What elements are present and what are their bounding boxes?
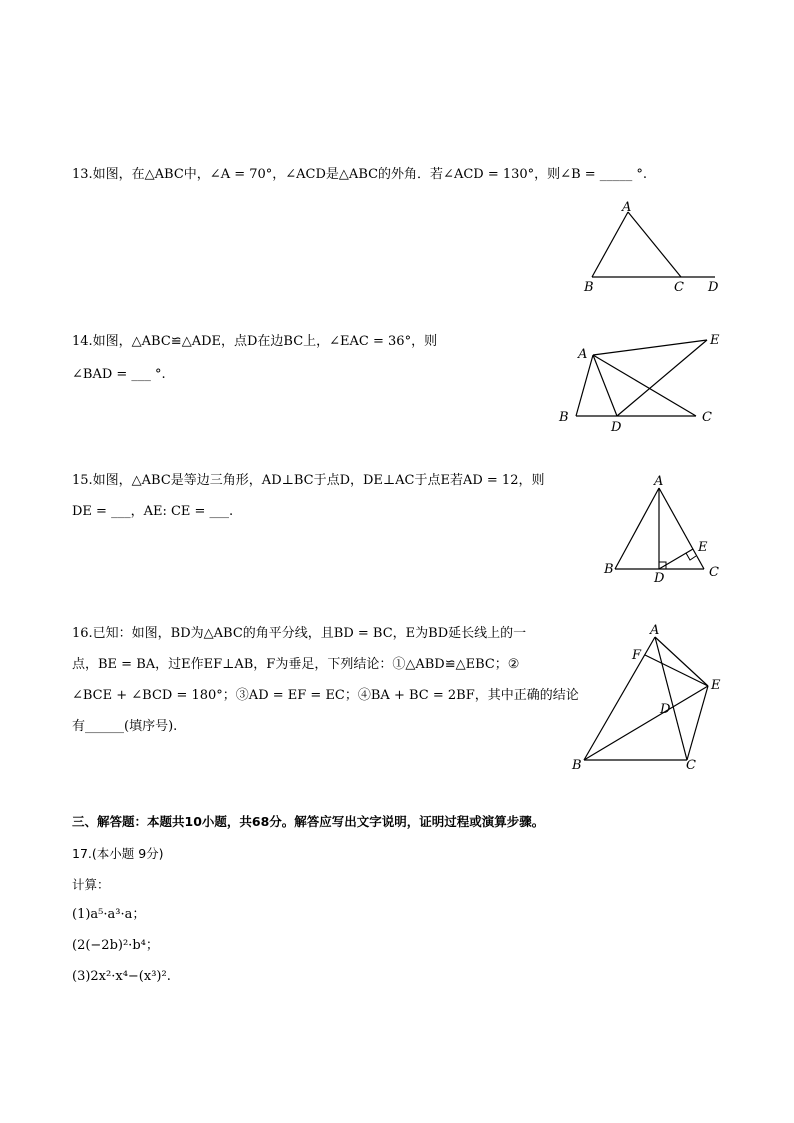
label-a: A	[654, 474, 664, 489]
q15-line2: DE = ___，AE: CE = ___.	[72, 504, 234, 519]
segment-de	[659, 549, 693, 569]
label-d: D	[654, 571, 665, 585]
segment-be	[584, 686, 708, 760]
segment-ae	[655, 637, 708, 686]
label-c: C	[709, 565, 719, 580]
label-e: E	[698, 540, 708, 555]
q17-intro: 计算：	[72, 877, 110, 892]
q13-line1: 13.如图，在△ABC中，∠A = 70°，∠ACD是△ABC的外角．若∠ACD = 130°，则∠B = _____ °.	[72, 167, 648, 182]
label-a: A	[578, 347, 588, 362]
figure-q13-svg	[575, 198, 735, 298]
segment-ab	[592, 212, 628, 277]
label-c: C	[702, 410, 712, 425]
segment-ab	[576, 355, 593, 416]
segment-ba	[584, 637, 655, 760]
segment-fe	[645, 655, 708, 686]
segment-ac	[628, 212, 681, 277]
figure-q15-svg	[598, 470, 728, 585]
segment-ac	[655, 637, 687, 760]
label-b: B	[604, 562, 614, 577]
label-e: E	[711, 678, 721, 693]
q17-part1: (1)a⁵·a³·a；	[72, 907, 146, 922]
right-angle-mark-e	[686, 553, 696, 560]
q16-line3: ∠BCE + ∠BCD = 180°；③AD = EF = EC；④BA + BC = 2BF，其中正确的结论	[72, 688, 579, 703]
label-a: A	[650, 623, 660, 638]
segment-ae	[593, 340, 707, 355]
q14-line2: ∠BAD = ___ °.	[72, 367, 166, 382]
q17-title: 17.(本小题 9分)	[72, 846, 164, 861]
figure-q13	[575, 198, 735, 298]
label-b: B	[584, 280, 594, 295]
label-b: B	[572, 758, 582, 773]
label-a: A	[622, 200, 632, 215]
q15-line1: 15.如图，△ABC是等边三角形，AD⊥BC于点D，DE⊥AC于点E若AD = 12，则	[72, 473, 545, 488]
q17-part3: (3)2x²·x⁴−(x³)².	[72, 969, 171, 984]
q17-part2: (2(−2b)²·b⁴；	[72, 938, 159, 953]
figure-q14-svg	[550, 330, 730, 435]
q16-line4: 有______(填序号).	[72, 719, 178, 734]
segment-ac	[593, 355, 696, 416]
label-d: D	[611, 420, 622, 435]
q14-line1: 14.如图，△ABC≌△ADE，点D在边BC上，∠EAC = 36°，则	[72, 334, 438, 349]
figure-q14	[550, 330, 730, 435]
q16-line1: 16.已知：如图，BD为△ABC的角平分线，且BD = BC，E为BD延长线上的一	[72, 626, 527, 641]
section-heading-3: 三、解答题：本题共10小题，共68分。解答应写出文字说明，证明过程或演算步骤。	[72, 814, 545, 829]
figure-q16	[570, 620, 730, 780]
label-e: E	[710, 333, 720, 348]
label-d: D	[660, 702, 671, 717]
segment-ab	[615, 488, 659, 569]
label-f: F	[632, 648, 642, 663]
q16-line2: 点，BE = BA，过E作EF⊥AB，F为垂足，下列结论：①△ABD≌△EBC；②	[72, 657, 520, 672]
figure-q16-svg	[570, 620, 730, 780]
label-d: D	[708, 280, 719, 295]
segment-ac	[659, 488, 704, 569]
figure-q15	[598, 470, 728, 585]
label-b: B	[559, 410, 569, 425]
label-c: C	[686, 758, 696, 773]
segment-ad	[593, 355, 617, 416]
label-c: C	[674, 280, 684, 295]
segment-de	[617, 340, 707, 416]
